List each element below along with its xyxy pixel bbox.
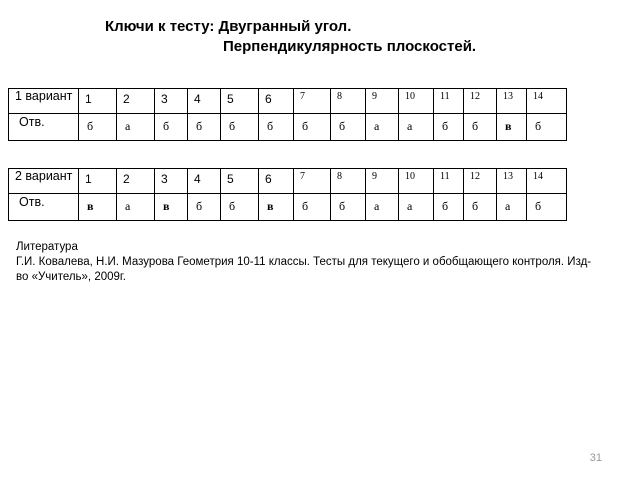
- answer-label: Отв.: [9, 194, 79, 221]
- question-number: 9: [366, 169, 399, 194]
- answer-cell: в: [259, 194, 294, 221]
- answer-cell: а: [117, 194, 155, 221]
- answer-cell: а: [497, 194, 527, 221]
- answer-cell: б: [527, 114, 567, 141]
- question-number: 8: [331, 169, 366, 194]
- question-number: 7: [294, 169, 331, 194]
- numbers-row: [9, 89, 567, 114]
- answer-cell: а: [366, 194, 399, 221]
- answer-cell: б: [155, 114, 188, 141]
- answer-cell: б: [188, 194, 221, 221]
- question-number: 3: [155, 169, 188, 194]
- answer-cell: б: [221, 194, 259, 221]
- question-number: 4: [188, 89, 221, 114]
- question-number: 8: [331, 89, 366, 114]
- question-number: 14: [527, 89, 567, 114]
- answer-cell: б: [294, 194, 331, 221]
- answer-cell: б: [331, 194, 366, 221]
- question-number: 6: [259, 169, 294, 194]
- numbers-row: [9, 169, 567, 194]
- question-number: 2: [117, 89, 155, 114]
- question-number: 10: [399, 89, 434, 114]
- answers-row: [9, 194, 567, 221]
- answer-cell: в: [497, 114, 527, 141]
- literature-heading: Литература: [16, 241, 78, 253]
- question-number: 13: [497, 169, 527, 194]
- answer-cell: б: [259, 114, 294, 141]
- question-number: 10: [399, 169, 434, 194]
- answers-row: [9, 114, 567, 141]
- question-number: 1: [79, 169, 117, 194]
- answer-cell: б: [188, 114, 221, 141]
- page-title: [105, 17, 476, 57]
- question-number: 13: [497, 89, 527, 114]
- answer-label: Отв.: [9, 114, 79, 141]
- page-number: 31: [589, 452, 602, 464]
- answer-cell: б: [331, 114, 366, 141]
- question-number: 4: [188, 169, 221, 194]
- variant-label: 1 вариант: [9, 89, 79, 114]
- answer-cell: б: [434, 194, 464, 221]
- answer-cell: б: [464, 114, 497, 141]
- question-number: 9: [366, 89, 399, 114]
- answer-key-table-variant-2: [8, 168, 567, 221]
- answer-cell: а: [399, 194, 434, 221]
- answer-cell: б: [294, 114, 331, 141]
- answer-cell: в: [79, 194, 117, 221]
- answer-cell: б: [79, 114, 117, 141]
- answer-cell: а: [399, 114, 434, 141]
- answer-cell: б: [434, 114, 464, 141]
- question-number: 11: [434, 169, 464, 194]
- question-number: 6: [259, 89, 294, 114]
- question-number: 5: [221, 89, 259, 114]
- question-number: 5: [221, 169, 259, 194]
- question-number: 2: [117, 169, 155, 194]
- answer-cell: б: [527, 194, 567, 221]
- question-number: 11: [434, 89, 464, 114]
- literature-section: [16, 240, 596, 285]
- answer-cell: а: [366, 114, 399, 141]
- variant-label: 2 вариант: [9, 169, 79, 194]
- question-number: 12: [464, 169, 497, 194]
- question-number: 1: [79, 89, 117, 114]
- title-line-1: Ключи к тесту: Двугранный угол.: [105, 18, 352, 35]
- literature-reference: Г.И. Ковалева, Н.И. Мазурова Геометрия 10-11 классы. Тесты для текущего и обобщающего контроля. Изд-во «Учитель», 2009г.: [16, 256, 592, 283]
- answer-cell: б: [221, 114, 259, 141]
- question-number: 7: [294, 89, 331, 114]
- question-number: 12: [464, 89, 497, 114]
- answer-key-table-variant-1: [8, 88, 567, 141]
- answer-cell: а: [117, 114, 155, 141]
- question-number: 14: [527, 169, 567, 194]
- answer-cell: б: [464, 194, 497, 221]
- question-number: 3: [155, 89, 188, 114]
- title-line-2: Перпендикулярность плоскостей.: [223, 38, 477, 55]
- answer-cell: в: [155, 194, 188, 221]
